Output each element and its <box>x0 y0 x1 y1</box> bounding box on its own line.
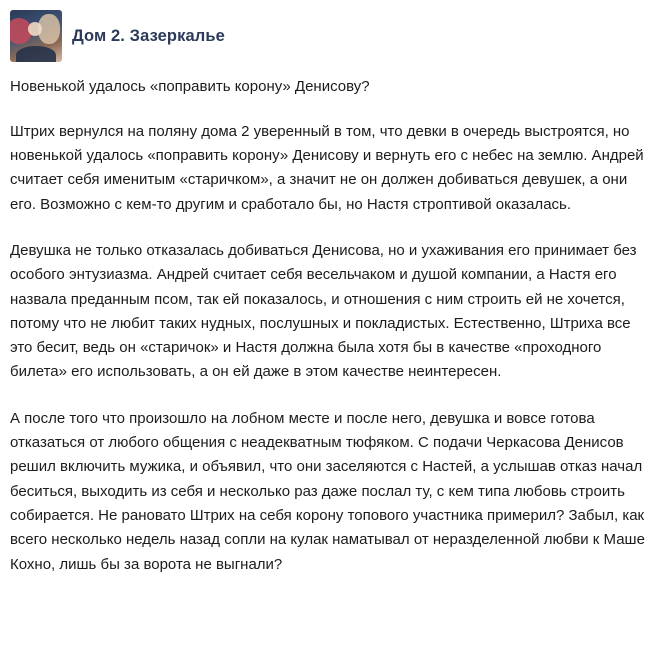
site-header <box>10 8 650 64</box>
avatar-shape-bottom <box>16 46 56 62</box>
avatar <box>10 10 62 62</box>
avatar-shape-face <box>28 22 42 36</box>
site-title[interactable]: Дом 2. Зазеркалье <box>72 26 225 45</box>
article-paragraph: Штрих вернулся на поляну дома 2 уверенный в том, что девки в очередь выстроятся, но новенькой удалось «поправить корону» Денисову и вернуть его с небес на землю. Андрей считает себя именитым «старичком», а значит не он должен добиваться девушек, а они его. Возможно с кем-то другим и сработало бы, но Настя строптивой оказалась. <box>10 122 644 213</box>
article-paragraph: А после того что произошло на лобном месте и после него, девушка и вовсе готова отказаться от любого общения с неадекватным тюфяком. С подачи Черкасова Денисов решил включить мужика, и объявил, что они заселяются с Настей, а услышав отказ начал беситься, выходить из себя и несколько раз даже послал ту, с кем типа любовь строить собирается. Не рановато Штрих на себя корону топового участника примерил? Забыл, как всего несколько недель назад сопли на кулак наматывал от неразделенной любви к Маше Кохно, лишь бы за ворота не выгнали? <box>10 409 645 573</box>
article-lead: Новенькой удалось «поправить корону» Денисову? <box>10 78 370 95</box>
article-paragraph: Девушка не только отказалась добиваться Денисова, но и ухаживания его принимает без особого энтузиазма. Андрей считает себя весельчаком и душой компании, а Настя его назвала преданным псом, так ей показалось, и отношения с ним строить ей не хочется, потому что не любит таких нудных, послушных и покладистых. Естественно, Штриха все это бесит, ведь он «старичок» и Настя должна была хотя бы в качестве «проходного билета» его использовать, а он ей даже в этом качестве неинтересен. <box>10 241 637 381</box>
